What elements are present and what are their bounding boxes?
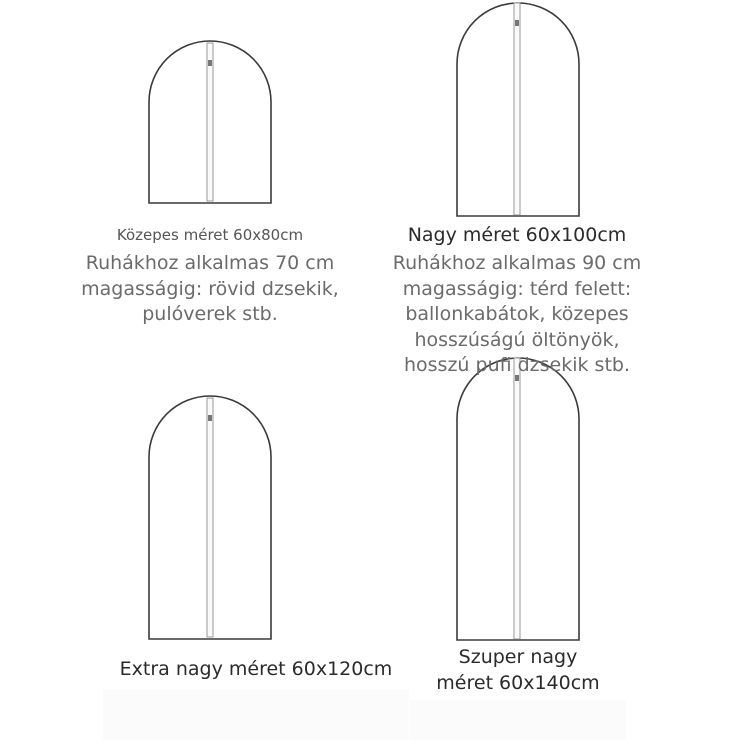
label-shadow-box [410, 700, 626, 740]
description-medium [40, 251, 380, 328]
description-large [347, 251, 687, 379]
size-label-medium: Közepes méret 60x80cm [116, 226, 304, 244]
description-line: Ruhákhoz alkalmas 90 cm [392, 252, 642, 274]
zipper-pull [208, 415, 212, 421]
description-line: magasságig: térd felett: [402, 277, 632, 300]
description-line: magasságig: rövid dzsekik, [81, 277, 339, 300]
size-label-super-large [410, 644, 626, 696]
garment-bag-extra-large [148, 395, 272, 640]
size-label-extra-large: Extra nagy méret 60x120cm [119, 658, 393, 680]
zipper-strip [514, 3, 520, 215]
zipper-pull [208, 60, 212, 66]
description-line: hosszúságú öltönyök, [414, 328, 620, 351]
size-label-large: Nagy méret 60x100cm [407, 224, 627, 246]
description-line: Ruhákhoz alkalmas 70 cm [85, 252, 335, 274]
zipper-strip [207, 398, 213, 637]
description-line: ballonkabátok, közepes [405, 303, 629, 325]
description-line: pulóverek stb. [142, 303, 278, 325]
garment-bag-large [456, 2, 580, 217]
zipper-strip [514, 358, 520, 639]
zipper-strip [207, 43, 213, 201]
zipper-pull [515, 20, 519, 26]
label-shadow-box [103, 690, 409, 740]
size-label-line: Szuper nagy [458, 646, 578, 668]
garment-bag-medium [148, 40, 272, 204]
garment-bag-super-large [456, 357, 580, 641]
size-label-line: méret 60x140cm [436, 672, 600, 694]
description-line: hosszú pufi dzsekik stb. [403, 354, 631, 376]
